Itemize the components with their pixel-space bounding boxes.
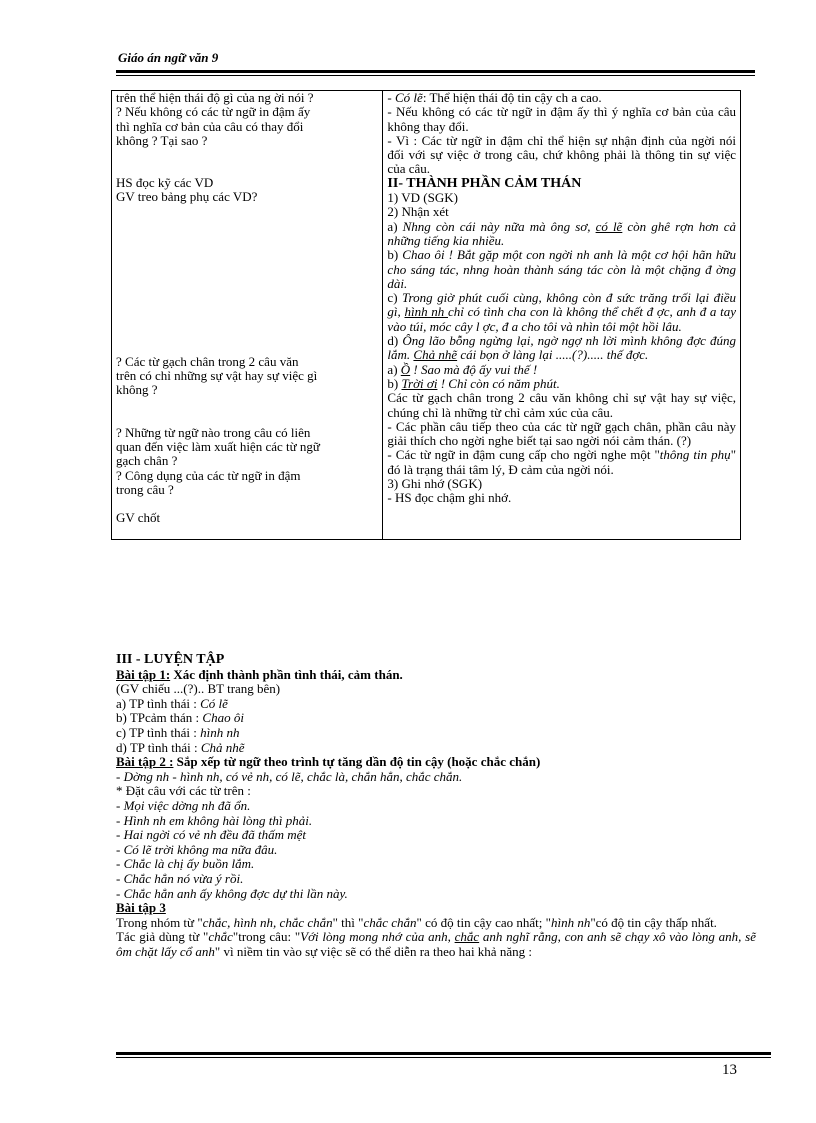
sentence-item: - Chắc hẳn nó vừa ý rồi. <box>116 870 244 886</box>
header-rule-thin <box>116 75 755 76</box>
sentence-item: - Chắc hẳn anh ấy không đợc dự thi lần này. <box>116 885 348 901</box>
exercise-1-title: Bài tập 1: Xác định thành phần tình thái, cảm thán. <box>116 666 403 682</box>
answer-2: - Nếu không có các từ ngữ in đậm ấy thì ý nghĩa cơ bản của câu không thay đổi. <box>387 104 736 134</box>
answer-item: b) TPcảm thán : Chao ôi <box>116 710 244 726</box>
question-1-line: trên thể hiện thái độ gì của ng ời nói ? <box>116 90 314 105</box>
question-4-line: ? Công dụng của các từ ngữ in đậm <box>116 467 301 483</box>
make-sentences-note: * Đặt câu với các từ trên : <box>116 783 251 799</box>
remember-ref: 3) Ghi nhớ (SGK) <box>387 476 483 492</box>
question-2-line: ? Các từ gạch chân trong 2 câu văn <box>116 353 299 369</box>
gv-hang-board: GV treo bảng phụ các VD? <box>116 189 258 205</box>
gv-conclude: GV chốt <box>116 510 161 526</box>
exercise-3-title: Bài tập 3 <box>116 900 166 916</box>
practice-heading: III - LUYỆN TẬP <box>116 652 225 667</box>
answer-4: Các từ gạch chân trong 2 câu văn không chỉ sự vật hay sự việc, chúng chỉ là những từ chỉ cảm xúc của câu. <box>387 390 736 420</box>
footer-rule-thick <box>116 1052 771 1055</box>
question-2-line: trên có chỉ những sự vật hay sự việc gì <box>116 368 318 384</box>
answer-item: a) TP tình thái : Có lẽ <box>116 695 228 711</box>
hs-read-remember: - HS đọc chậm ghi nhớ. <box>387 490 512 506</box>
question-3-line: ? Những từ ngữ nào trong câu có liên <box>116 424 311 440</box>
question-3-line: gạch chân ? <box>116 453 178 469</box>
question-1-line: ? Nếu không có các từ ngữ in đậm ấy <box>116 104 311 120</box>
header-title: Giáo án ngữ văn 9 <box>118 50 219 65</box>
hs-read-examples: HS đọc kỹ các VD <box>116 175 214 191</box>
answer-item: d) TP tình thái : Chả nhẽ <box>116 739 245 755</box>
practice-section <box>116 653 756 959</box>
section-heading: II- THÀNH PHẦN CẢM THÁN <box>387 175 582 191</box>
example-b: b) Chao ôi ! Bắt gặp một con ngời nh anh là một cơ hội hãn hữu cho sáng tác, nhng hoàn thành sáng tác còn là một chặng đ ờng dài. <box>387 247 736 291</box>
example-b2: b) Trời ơi ! Chỉ còn có năm phút. <box>387 375 560 391</box>
example-c: c) Trong giờ phút cuối cùng, không còn đ sức trăng trối lại điều gì, hình nh chỉ có tình cha con là không thể chết đ ợc, anh đ a tay vào túi, móc cây l ợc, đ a cho tôi và nhìn tôi một hồi lâu. <box>387 290 736 334</box>
sentence-item: - Mọi việc dờng nh đã ổn. <box>116 797 251 813</box>
ordered-word-list: - Dờng nh - hình nh, có vẻ nh, có lẽ, chắc là, chắn hẳn, chắc chắn. <box>116 768 463 784</box>
student-column <box>383 91 741 540</box>
sentence-item: - Hình nh em không hài lòng thì phải. <box>116 812 313 828</box>
example-a: a) Nhng còn cái này nữa mà ông sơ, có lẽ còn ghê rợn hơn cả những tiếng kia nhiều. <box>387 218 736 248</box>
answer-item: c) TP tình thái : hình nh <box>116 724 240 740</box>
observation-heading: 2) Nhận xét <box>387 204 449 220</box>
question-4-line: trong câu ? <box>116 481 174 497</box>
lesson-table <box>111 90 741 540</box>
example-a2: a) Ồ ! Sao mà độ ấy vui thế ! <box>387 361 538 377</box>
question-3-line: quan đến việc làm xuất hiện các từ ngữ <box>116 438 320 454</box>
sentence-item: - Hai ngời có vẻ nh đều đã thấm mệt <box>116 827 306 843</box>
answer-1: - Có lẽ: Thể hiện thái độ tin cậy ch a cao. <box>387 90 602 105</box>
sentence-item: - Chắc là chị ấy buồn lắm. <box>116 856 255 872</box>
question-1-line: thì nghĩa cơ bản của câu có thay đổi <box>116 118 304 134</box>
header-rule-thick <box>116 70 755 73</box>
teacher-column <box>112 91 383 540</box>
exercise-3-para-1: Trong nhóm từ "chắc, hình nh, chắc chắn" thì "chắc chắn" có độ tin cậy cao nhất; "hình nh"có độ tin cậy thấp nhất. <box>116 914 717 930</box>
exercise-2-title: Bài tập 2 : Sắp xếp từ ngữ theo trình tự tăng dần độ tin cậy (hoặc chắc chắn) <box>116 754 541 770</box>
gv-projection-note: (GV chiếu ...(?).. BT trang bên) <box>116 681 281 697</box>
example-d: d) Ông lão bỗng ngừng lại, ngờ ngợ nh lời mình không đợc đúng lắm. Chả nhẽ cái bọn ở làng lại .....(?)..... thế đợc. <box>387 333 736 363</box>
answer-5: - Các phần câu tiếp theo của các từ ngữ gạch chân, phần câu này giải thích cho ngời nghe biết tại sao ngời nói cảm thán. (?) <box>387 418 736 449</box>
footer-rule-thin <box>116 1057 771 1058</box>
question-1-line: không ? Tại sao ? <box>116 132 208 148</box>
sentence-item: - Có lẽ trời không ma nữa đâu. <box>116 841 278 857</box>
answer-3: - Vì : Các từ ngữ in đậm chỉ thể hiện sự nhận định của ngời nói đối với sự việc ở trong câu, chứ không phải là thông tin sự việc của câu. <box>387 132 736 177</box>
page-number: 13 <box>722 1062 737 1078</box>
answer-6: - Các từ ngữ in đậm cung cấp cho ngời nghe một "thông tin phụ" đó là trạng thái tâm lý, Đ cảm của ngời nói. <box>387 447 736 477</box>
example-ref: 1) VD (SGK) <box>387 190 458 206</box>
question-2-line: không ? <box>116 382 158 398</box>
exercise-3-para-2: Tác giả dùng từ "chắc"trong câu: "Với lòng mong nhớ của anh, chắc anh nghĩ rằng, con anh sẽ chạy xô vào lòng anh, sẽ ôm chặt lấy cổ anh" vì niềm tin vào sự việc sẽ có thể diễn ra theo hai khả năng : <box>116 929 757 959</box>
